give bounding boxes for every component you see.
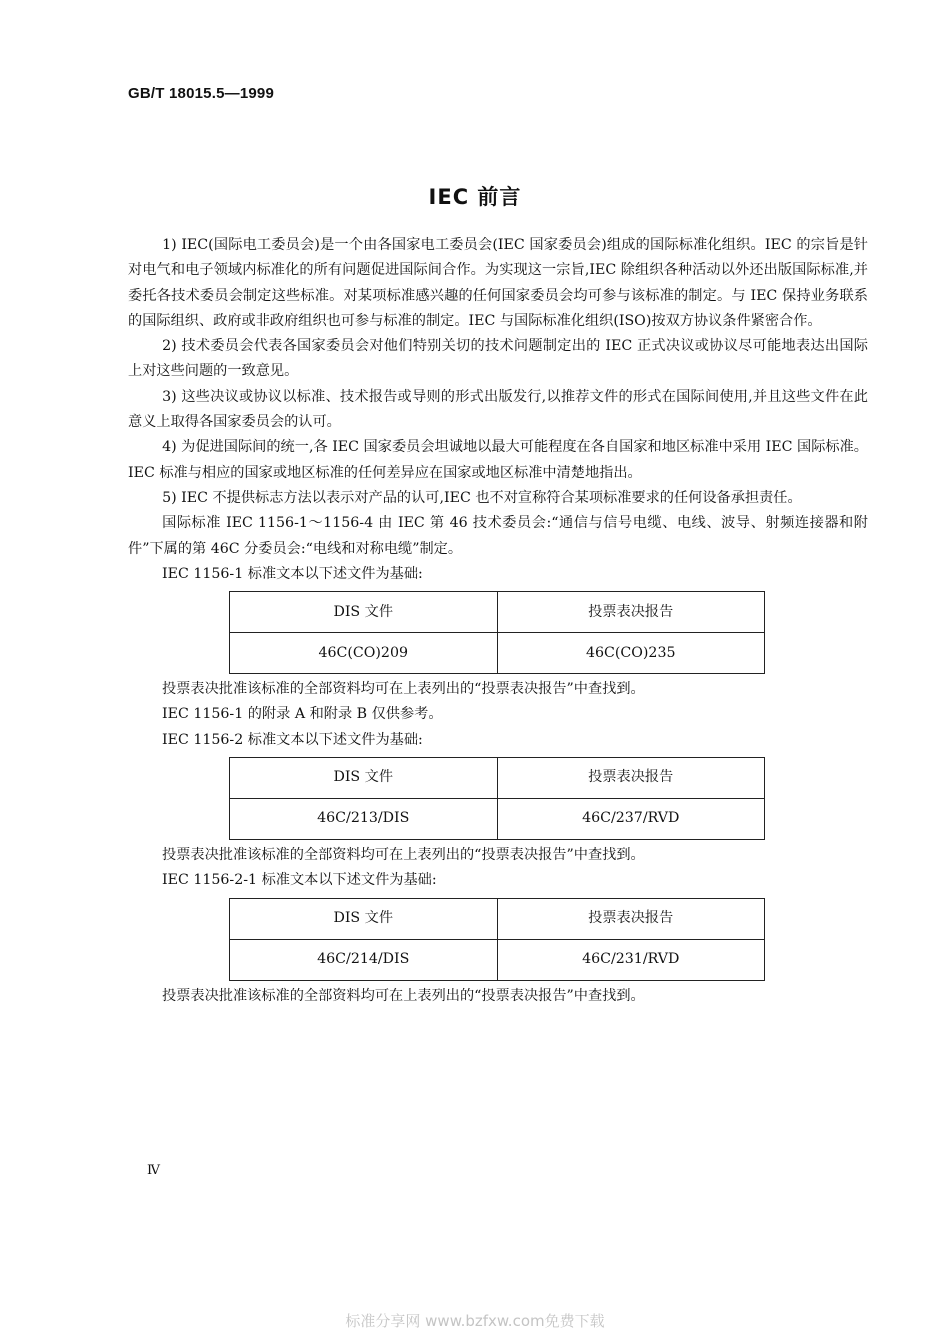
dis-value-cell: 46C/214/DIS (230, 939, 498, 980)
page-title: IEC 前言 (428, 185, 522, 209)
table-row (230, 799, 765, 840)
table-2-intro: IEC 1156-2 标准文本以下述文件为基础: (162, 731, 423, 748)
dis-value-cell: 46C/213/DIS (230, 799, 498, 840)
watermark: 标准分享网 www.bzfxw.com免费下载 (345, 1312, 605, 1330)
basis-table-3 (229, 898, 765, 981)
vote-report-header-cell: 投票表决报告 (497, 898, 765, 939)
vote-report-value-cell: 46C/237/RVD (497, 799, 765, 840)
page-number: Ⅳ (147, 1163, 160, 1178)
paragraph-2: 2) 技术委员会代表各国家委员会对他们特别关切的技术问题制定出的 IEC 正式决议或协议尽可能地表达出国际上对这些问题的一致意见。 (128, 338, 868, 380)
vote-report-value-cell: 46C(CO)235 (497, 633, 765, 674)
table-3-intro: IEC 1156-2-1 标准文本以下述文件为基础: (162, 872, 437, 889)
table-row (230, 592, 765, 633)
table-1-note: 投票表决批准该标准的全部资料均可在上表列出的“投票表决报告”中查找到。 (162, 681, 645, 698)
table-row (230, 939, 765, 980)
paragraph-6: 国际标准 IEC 1156-1～1156-4 由 IEC 第 46 技术委员会:“通信与信号电缆、电线、波导、射频连接器和附件”下属的第 46C 分委员会:“电线和对称电缆”制定。 (128, 515, 868, 557)
table-3-note: 投票表决批准该标准的全部资料均可在上表列出的“投票表决报告”中查找到。 (162, 987, 645, 1004)
standard-code: GB/T 18015.5—1999 (128, 85, 274, 102)
vote-report-header-cell: 投票表决报告 (497, 592, 765, 633)
table-1-intro: IEC 1156-1 标准文本以下述文件为基础: (162, 565, 423, 582)
vote-report-value-cell: 46C/231/RVD (497, 939, 765, 980)
annex-note: IEC 1156-1 的附录 A 和附录 B 仅供参考。 (162, 706, 443, 723)
paragraph-1: 1) IEC(国际电工委员会)是一个由各国家电工委员会(IEC 国家委员会)组成的国际标准化组织。IEC 的宗旨是针对电气和电子领域内标准化的所有问题促进国际间合作。为实现这一宗旨,IEC 除组织各种活动以外还出版国际标准,并委托各技术委员会制定这些标准。对某项标准感兴趣的任何国家委员会均可参与该标准的制定。与 IEC 保持业务联系的国际组织、政府或非政府组织也可参与标准的制定。IEC 与国际标准化组织(ISO)按双方协议条件紧密合作。 (128, 237, 868, 329)
paragraph-5: 5) IEC 不提供标志方法以表示对产品的认可,IEC 也不对宣称符合某项标准要求的任何设备承担责任。 (162, 489, 802, 506)
paragraph-3: 3) 这些决议或协议以标准、技术报告或导则的形式出版发行,以推荐文件的形式在国际间使用,并且这些文件在此意义上取得各国家委员会的认可。 (128, 388, 868, 431)
table-row (230, 758, 765, 799)
table-row (230, 898, 765, 939)
dis-header-cell: DIS 文件 (230, 898, 498, 939)
dis-header-cell: DIS 文件 (230, 592, 498, 633)
dis-header-cell: DIS 文件 (230, 758, 498, 799)
paragraph-4: 4) 为促进国际间的统一,各 IEC 国家委员会坦诚地以最大可能程度在各自国家和地区标准中采用 IEC 国际标准。IEC 标准与相应的国家或地区标准的任何差异应在国家或地区标准中清楚地指出。 (128, 439, 868, 481)
basis-table-2 (229, 757, 765, 840)
basis-table-1 (229, 591, 765, 674)
table-row (230, 633, 765, 674)
dis-value-cell: 46C(CO)209 (230, 633, 498, 674)
table-2-note: 投票表决批准该标准的全部资料均可在上表列出的“投票表决报告”中查找到。 (162, 847, 645, 864)
vote-report-header-cell: 投票表决报告 (497, 758, 765, 799)
document-body (128, 233, 868, 1009)
